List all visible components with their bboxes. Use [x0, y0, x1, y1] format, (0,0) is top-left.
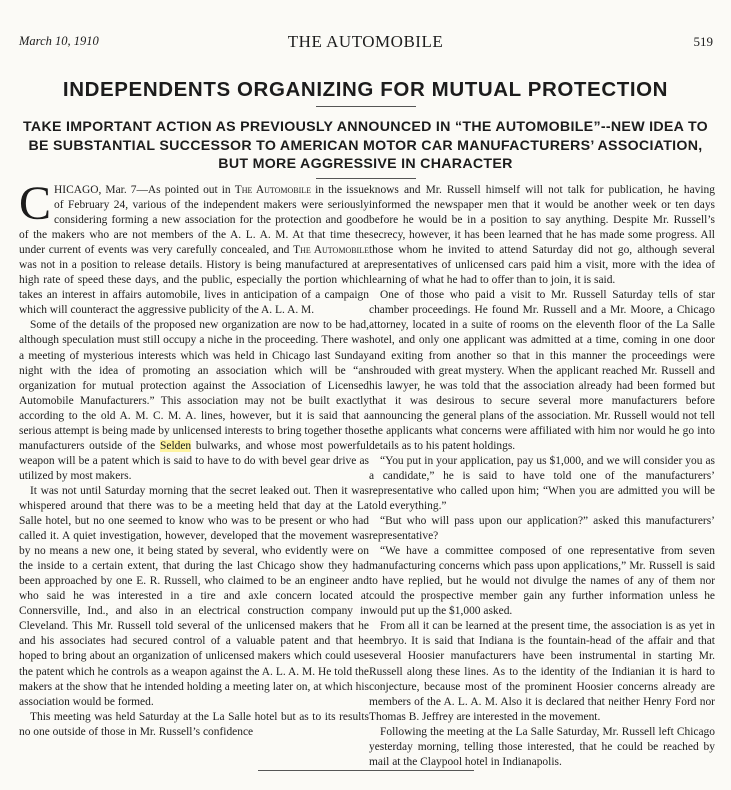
- paragraph: It was not until Saturday morning that the secret leaked out. Then it was whispered around that there was to be a meeting held that day at the La Salle hotel, but no one seemed to know who was to be present or who had called it. A quiet investigation, however, developed that the movement was by no means a new one, it being stated by several, who evidently were on the inside to a certain extent, that during the last Chicago show they had been approached by one E. R. Russell, who claimed to be an engineer and who said he was interested in a tire and axle concern located at Connersville, Ind., and also in an electrical construction company in Cleveland. This Mr. Russell told several of the unlicensed makers that he and his associates had secured control of a valuable patent and that he hoped to bring about an organization of unlicensed makers which could use the patent which he controls as a weapon against the A. L. A. M. He told the makers at the show that he intended holding a meeting later on, at which his association would be formed.: [19, 484, 369, 708]
- article-deck: TAKE IMPORTANT ACTION AS PREVIOUSLY ANNOUNCED IN “THE AUTOMOBILE”--NEW IDEA TO BE SUBSTANTIAL SUCCESSOR TO AMERICAN MOTOR CAR MANUFACTURERS’ ASSOCIATION, BUT MORE AGGRESSIVE IN CHARACTER: [23, 119, 708, 172]
- paragraph: “We have a committee composed of one representative from seven manufacturing concerns which pass upon applications,” Mr. Russell is said to have replied, but he would not divulge the names of any of them nor could the prospective member gain any further information unless he would put up the $1,000 asked.: [369, 545, 715, 618]
- right-column: [369, 183, 715, 770]
- paragraph: From all it can be learned at the present time, the association is as yet in embryo. It is said that Indiana is the fountain-head of the affair and that several Hoosier manufacturers have been instrumental in starting Mr. Russell along these lines. As to the identity of the Indianian it is hard to conjecture, because most of the prominent Hoosier concerns already are members of the A. L. A. M. Also it is declared that neither Henry Ford nor Thomas B. Jeffrey are interested in the movement.: [369, 620, 715, 723]
- end-rule: [258, 770, 474, 771]
- paragraph: This meeting was held Saturday at the La Salle hotel but as to its results no one outside of those in Mr. Russell’s confidence: [19, 710, 369, 738]
- paragraph-text: Some of the details of the proposed new organization are now to be had, although speculation must still occupy a niche in the proceeding. There was a meeting of mysterious interests which was held in Chicago last Sunday night with the idea of promoting an association which will be “an organization for mutual protection against the Association of Licensed Automobile Manufacturers.” This association may not be built exactly according to the old A. M. C. M. A. lines, however, but it is said that a serious attempt is being made by unlicensed interests to bring together those manufacturers outside of the: [19, 319, 369, 452]
- highlighted-word: Selden: [160, 439, 192, 452]
- paragraph: [19, 177, 369, 318]
- deck-rule: [316, 178, 416, 179]
- issue-date: March 10, 1910: [19, 34, 99, 48]
- page-number: 519: [693, 34, 713, 49]
- publication-reference: The Automobile: [293, 244, 369, 257]
- left-column: [19, 177, 369, 740]
- paragraph: “But who will pass upon our application?” asked this manufacturers’ representative?: [369, 515, 715, 543]
- publication-reference: The Automobile: [234, 184, 312, 196]
- paragraph: One of those who paid a visit to Mr. Russell Saturday tells of star chamber proceedings. He found Mr. Russell and a Mr. Moore, a Chicago attorney, located in a suite of rooms on the eleventh floor of the La Salle hotel, and only one applicant was admitted at a time, coming in one door and exiting from another so that in this manner the proceedings were shrouded with great mystery. When the applicant reached Mr. Russell and his lawyer, he was told that the association already had been formed but that it was desirous to secure several more manufacturers before announcing the general plans of the association. Mr. Russell would not tell the applicants what concerns were affiliated with him nor would he go into details as to his patent holdings.: [369, 289, 715, 452]
- paragraph-text: HICAGO, Mar. 7—As pointed out in: [54, 184, 235, 196]
- paragraph-text: in the issue of February 24, various of the independent makers were seriously considering forming a new association for the protection and good of the makers who are not members of the A. L. A. M. At that time the under current of events was very carefully concealed, and: [19, 184, 369, 257]
- paragraph-text: bulwarks, and whose most powerful weapon will be a patent which is said to have to do with bevel gear drive as utilized by most makers.: [19, 439, 369, 482]
- headline-rule: [316, 106, 416, 107]
- drop-cap: C: [19, 177, 52, 230]
- paragraph: “You put in your application, pay us $1,000, and we will consider you as a candidate,” he is said to have told one of the manufacturers’ representative who called upon him; “When you are admitted you will be told everything.”: [369, 454, 715, 512]
- paragraph: knows and Mr. Russell himself will not talk for publication, he having informed the newspaper men that it would be another week or ten days before he would be in a position to say anything. Despite Mr. Russell’s secrecy, however, it has been learned that he has made some progress. All those whom he invited to attend Saturday did not go, although several representatives of unlicensed cars paid him a visit, more with the idea of learning of what he had to offer than to join, it is said.: [369, 184, 715, 287]
- page-header: [0, 32, 731, 54]
- article-headline: INDEPENDENTS ORGANIZING FOR MUTUAL PROTECTION: [62, 78, 669, 101]
- publication-title: THE AUTOMOBILE: [287, 32, 444, 51]
- paragraph-text: was not in a position to release details. History is being manufactured at a high rate of speed these days, and the public, especially the portion which takes an interest in affairs automobile, lives in anticipation of a campaign which will counteract the aggressive publicity of the A. L. A. M.: [19, 259, 369, 317]
- paragraph: [19, 318, 369, 484]
- paragraph: Following the meeting at the La Salle Saturday, Mr. Russell left Chicago yesterday morning, telling those interested, that he could be reached by mail at the Claypool hotel in Indianapolis.: [369, 725, 715, 768]
